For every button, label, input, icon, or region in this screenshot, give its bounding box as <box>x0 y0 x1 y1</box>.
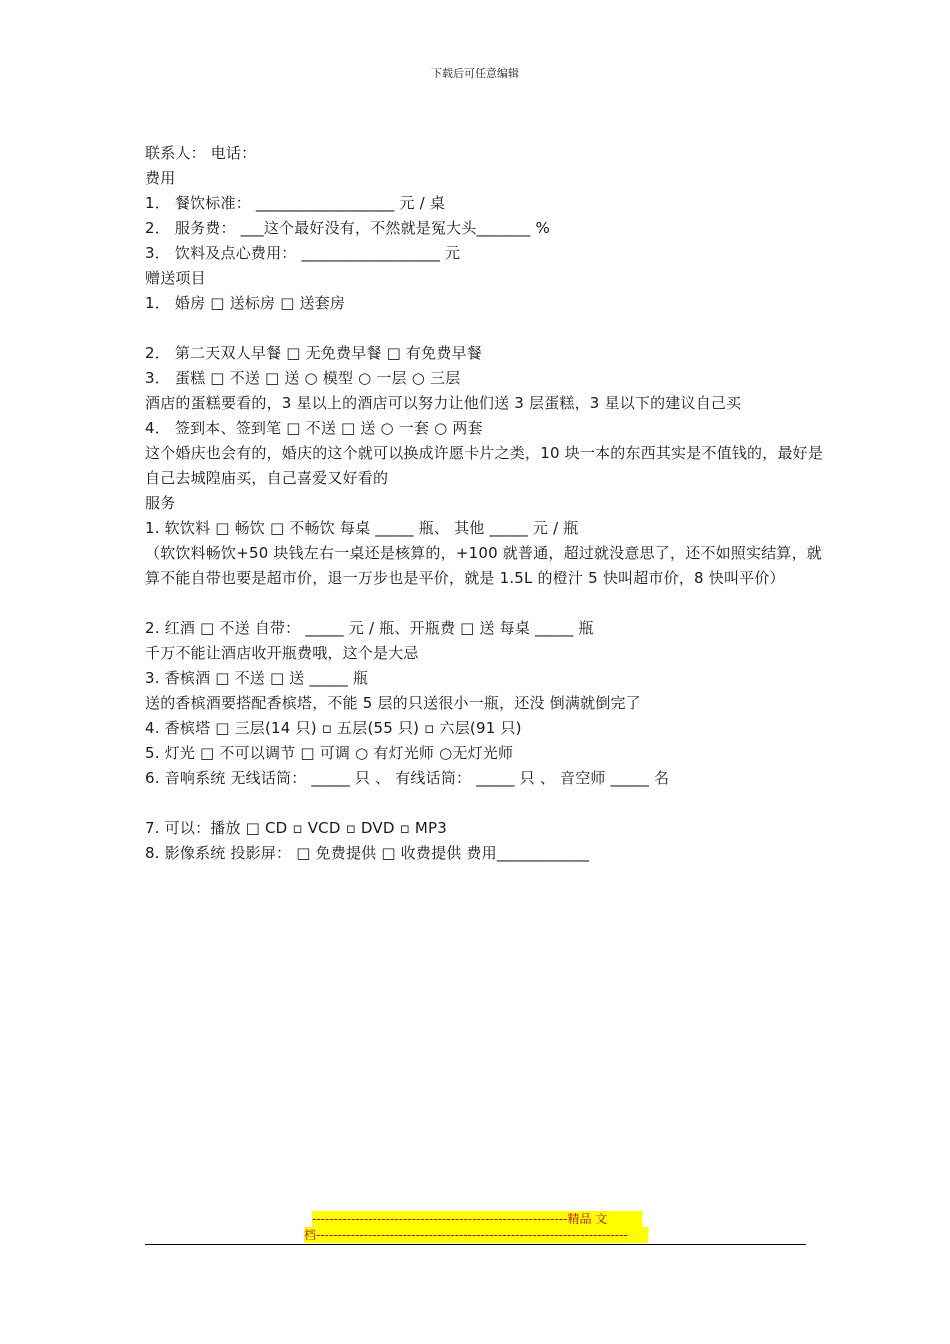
document-body <box>145 141 825 866</box>
section-heading-services: 服务 <box>145 494 176 512</box>
spacer <box>145 316 825 341</box>
gift-item-guestbook: 4． 签到本、签到笔 □ 不送 □ 送 ○ 一套 ○ 两套 <box>145 419 483 437</box>
footer-divider <box>145 1244 806 1245</box>
service-item-video-system: 8. 影像系统 投影屏： □ 免费提供 □ 收费提供 费用____________ <box>145 844 590 862</box>
spacer <box>145 791 825 816</box>
footer-watermark <box>304 1211 650 1243</box>
note-red-wine: 千万不能让酒店收开瓶费哦，这个是大忌 <box>145 644 419 662</box>
note-cake: 酒店的蛋糕要看的，3 星以上的酒店可以努力让他们送 3 层蛋糕，3 星以下的建议自己买 <box>145 394 742 412</box>
gift-item-bridal-room: 1． 婚房 □ 送标房 □ 送套房 <box>145 294 346 312</box>
section-heading-gifts: 赠送项目 <box>145 269 206 287</box>
service-item-champagne: 3. 香槟酒 □ 不送 □ 送 _____ 瓶 <box>145 669 369 687</box>
page-header: 下载后可任意编辑 <box>431 67 519 80</box>
note-soft-drinks: （软饮料畅饮+50 块钱左右一桌还是核算的，+100 就普通，超过就没意思了，还不如照实结算，就算不能自带也要是超市价，退一万步也是平价，就是 1.5L 的橙汁 5 快叫超市价，8 快叫平价） <box>145 544 822 587</box>
note-champagne: 送的香槟酒要搭配香槟塔，不能 5 层的只送很小一瓶，还没 倒满就倒完了 <box>145 694 641 712</box>
fee-item-catering: 1． 餐饮标准： __________________ 元 / 桌 <box>145 194 446 212</box>
footer-line-2: 档------------------------------------------------------------------------ <box>304 1227 648 1243</box>
service-item-lighting: 5. 灯光 □ 不可以调节 □ 可调 ○ 有灯光师 ○无灯光师 <box>145 744 514 762</box>
contact-line: 联系人： 电话： <box>145 144 257 162</box>
fee-item-service: 2． 服务费： ___这个最好没有，不然就是冤大头_______ % <box>145 219 550 237</box>
service-item-red-wine: 2. 红酒 □ 不送 自带： _____ 元 / 瓶、开瓶费 □ 送 每桌 _____ 瓶 <box>145 619 594 637</box>
footer-line-1: -----------------------------------------------------------精品 文 <box>312 1211 642 1227</box>
fee-item-drinks: 3． 饮料及点心费用： __________________ 元 <box>145 244 461 262</box>
section-heading-fees: 费用 <box>145 169 176 187</box>
service-item-champagne-tower: 4. 香槟塔 □ 三层(14 只) ▫ 五层(55 只) ▫ 六层(91 只) <box>145 719 522 737</box>
service-item-soft-drinks: 1. 软饮料 □ 畅饮 □ 不畅饮 每桌 _____ 瓶、 其他 _____ 元 / 瓶 <box>145 519 579 537</box>
spacer <box>145 591 825 616</box>
gift-item-cake: 3． 蛋糕 □ 不送 □ 送 ○ 模型 ○ 一层 ○ 三层 <box>145 369 461 387</box>
service-item-playback: 7. 可以：播放 □ CD ▫ VCD ▫ DVD ▫ MP3 <box>145 819 448 837</box>
service-item-sound-system: 6. 音响系统 无线话筒： _____ 只 、 有线话筒： _____ 只 、 音空师 _____ 名 <box>145 769 670 787</box>
gift-item-breakfast: 2． 第二天双人早餐 □ 无免费早餐 □ 有免费早餐 <box>145 344 482 362</box>
note-guestbook: 这个婚庆也会有的，婚庆的这个就可以换成许愿卡片之类，10 块一本的东西其实是不值钱的，最好是自己去城隍庙买，自己喜爱又好看的 <box>145 444 824 487</box>
